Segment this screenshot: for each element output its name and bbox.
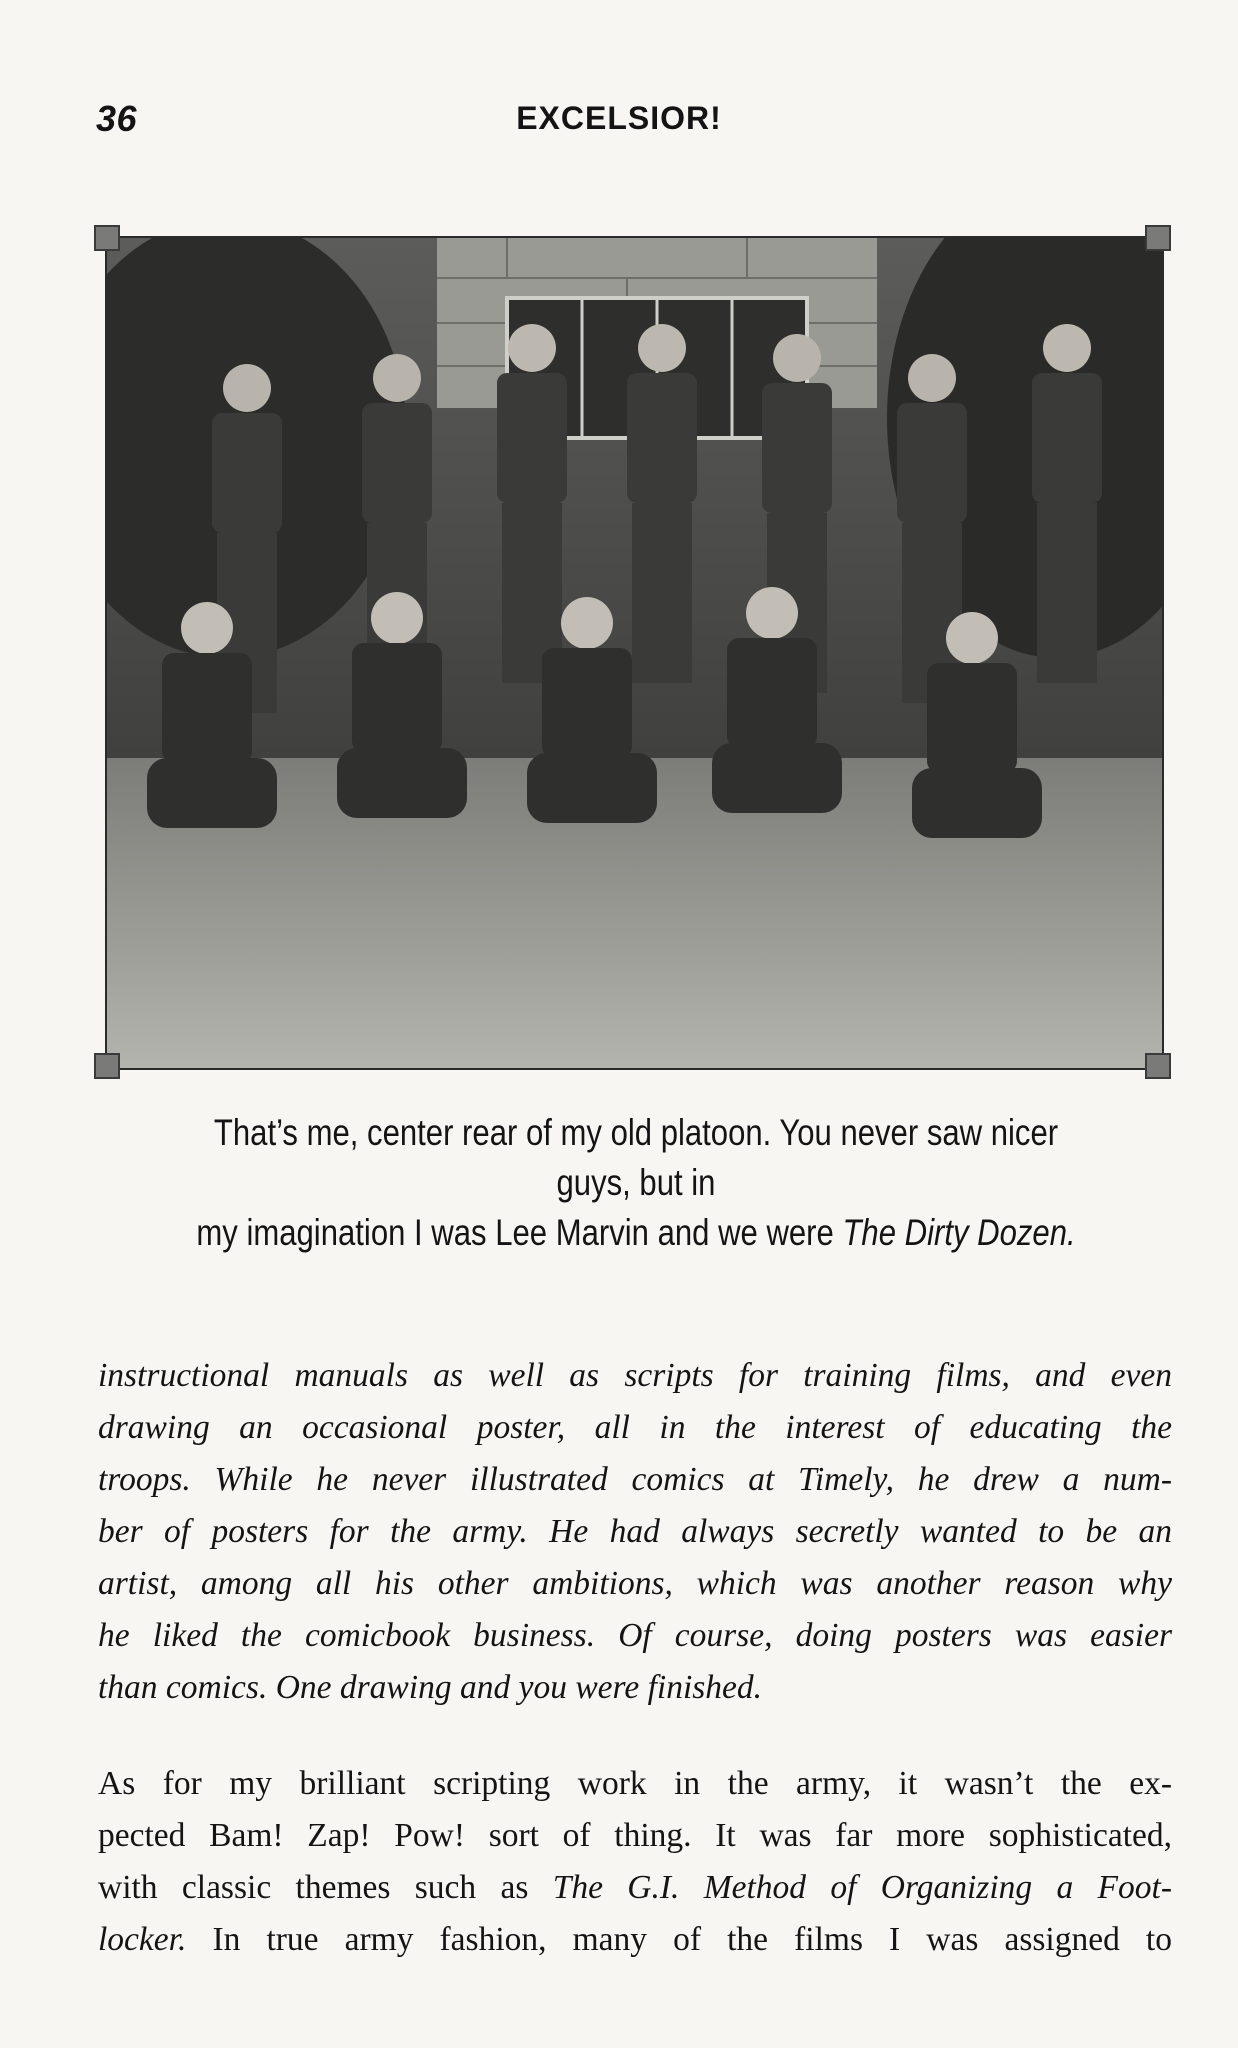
frame-corner-top-right: [1145, 225, 1171, 251]
paragraph-2-text: In true army fashion, many of the films I was assigned to: [186, 1921, 1172, 1958]
paragraph-1-line: ber of posters for the army. He had always secretly wanted to be an: [98, 1513, 1172, 1550]
paragraph-1: [98, 1350, 1172, 1714]
paragraph-2-line: pected Bam! Zap! Pow! sort of thing. It was far more sophisticated,: [98, 1817, 1172, 1854]
paragraph-2: [98, 1758, 1172, 1966]
paragraph-2-line: [98, 1862, 1172, 1914]
platoon-photo-image: [107, 238, 1162, 1068]
photo-caption: [182, 1108, 1089, 1258]
caption-line-2: [182, 1208, 1089, 1258]
paragraph-1-line: troops. While he never illustrated comics at Timely, he drew a num-: [98, 1461, 1172, 1498]
paragraph-1-line: drawing an occasional poster, all in the interest of educating the: [98, 1409, 1172, 1446]
caption-line-2-text: my imagination I was Lee Marvin and we were: [196, 1212, 843, 1253]
paragraph-2-film-title: The G.I. Method of Organizing a Foot-: [552, 1869, 1172, 1906]
paragraph-2-line: [98, 1914, 1172, 1966]
paragraph-2-film-title-end: locker.: [98, 1921, 187, 1958]
frame-corner-top-left: [94, 225, 120, 251]
paragraph-1-line: he liked the comicbook business. Of course, doing posters was easier: [98, 1617, 1172, 1654]
paragraph-2-text: with classic themes such as: [98, 1869, 553, 1906]
paragraph-2-line: As for my brilliant scripting work in the army, it wasn’t the ex-: [98, 1765, 1172, 1802]
paragraph-1-line: than comics. One drawing and you were finished.: [98, 1669, 763, 1706]
frame-corner-bottom-left: [94, 1053, 120, 1079]
platoon-photo: [105, 236, 1164, 1070]
page-number: 36: [96, 98, 138, 139]
frame-corner-bottom-right: [1145, 1053, 1171, 1079]
caption-line-1: That’s me, center rear of my old platoon. You never saw nicer guys, but in: [213, 1112, 1059, 1203]
caption-film-title: The Dirty Dozen.: [842, 1212, 1076, 1253]
paragraph-1-line: artist, among all his other ambitions, which was another reason why: [98, 1565, 1172, 1602]
running-head: EXCELSIOR!: [516, 100, 722, 136]
paragraph-1-line: instructional manuals as well as scripts for training films, and even: [98, 1357, 1172, 1394]
